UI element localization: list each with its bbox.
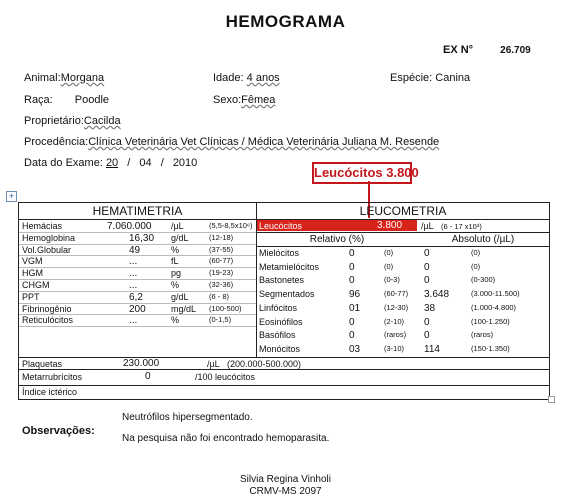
metarrubricitos-value: 0 bbox=[145, 371, 151, 382]
signature-crmv: CRMV-MS 2097 bbox=[249, 486, 322, 497]
hematimetria-unit: pg bbox=[171, 268, 182, 279]
table-resize-handle[interactable] bbox=[548, 396, 555, 403]
idade-field bbox=[213, 72, 280, 84]
leucometria-name: Mielócitos bbox=[259, 248, 300, 258]
leucometria-absoluto: 0 bbox=[424, 261, 430, 273]
metarrubricitos-label: Metarrubrícitos bbox=[22, 372, 83, 382]
leucometria-name: Basófilos bbox=[259, 330, 296, 341]
exam-number bbox=[443, 44, 531, 56]
leucometria-relativo: 0 bbox=[349, 316, 355, 328]
plaquetas-label: Plaquetas bbox=[22, 359, 63, 369]
hematimetria-ref: (6 - 8) bbox=[209, 291, 230, 301]
leucocitos-unit: /µL bbox=[421, 221, 434, 231]
plaquetas-value: 230.000 bbox=[123, 358, 160, 369]
sexo-label: Sexo: bbox=[213, 94, 242, 106]
hematimetria-unit: % bbox=[171, 244, 180, 255]
hematimetria-ref: (0-1,5) bbox=[209, 315, 232, 325]
leucometria-relativo-ref: (0) bbox=[384, 261, 394, 271]
especie-label: Espécie: bbox=[390, 72, 433, 84]
especie-field bbox=[390, 72, 470, 84]
leucometria-relativo: 96 bbox=[349, 289, 361, 301]
leucometria-absoluto-ref: (0) bbox=[471, 261, 481, 271]
hematimetria-name: Hemoglobina bbox=[22, 232, 76, 243]
leucometria-relativo: 0 bbox=[349, 275, 355, 287]
hematimetria-name: CHGM bbox=[22, 280, 50, 290]
leucometria-name: Segmentados bbox=[259, 289, 315, 300]
hemograma-table bbox=[18, 202, 550, 400]
hematimetria-value: 7.060.000 bbox=[107, 221, 152, 232]
leucometria-absoluto: 0 bbox=[424, 316, 430, 328]
page-title: HEMOGRAMA bbox=[225, 12, 346, 31]
hematimetria-unit: /µL bbox=[171, 221, 184, 231]
leucometria-absoluto: 114 bbox=[424, 343, 440, 355]
sexo-value: Fêmea bbox=[241, 94, 276, 106]
leucometria-header: LEUCOMETRIA bbox=[359, 204, 447, 218]
absoluto-header: Absoluto (/µL) bbox=[451, 234, 515, 245]
hematimetria-unit: % bbox=[171, 315, 180, 326]
icterico-line bbox=[19, 385, 549, 386]
leucometria-absoluto-ref: (1.000-4.800) bbox=[471, 302, 517, 312]
leucometria-absoluto: 0 bbox=[424, 248, 430, 259]
leucometria-absoluto: 0 bbox=[424, 330, 430, 342]
leucocitos-ref: (6 - 17 x10³) bbox=[441, 222, 482, 231]
hematimetria-value: ... bbox=[129, 256, 138, 268]
subheader-line bbox=[257, 246, 549, 247]
data-exame-day: 20 bbox=[105, 157, 119, 169]
hematimetria-ref: (5,5-8,5x10⁶) bbox=[209, 221, 253, 230]
leucometria-name: Bastonetes bbox=[259, 275, 305, 286]
hematimetria-ref: (12-18) bbox=[209, 232, 234, 242]
observacoes-line1: Neutrófilos hipersegmentado. bbox=[122, 412, 253, 423]
proprietario-label: Proprietário: bbox=[24, 115, 84, 127]
exam-label: EX N° bbox=[443, 44, 474, 56]
animal-label: Animal: bbox=[24, 72, 61, 84]
metarrubricitos-unit: /100 leucócitos bbox=[195, 372, 256, 382]
hematimetria-header: HEMATIMETRIA bbox=[92, 204, 183, 218]
leucocitos-value: 3.800 bbox=[377, 220, 403, 231]
observacoes-label: Observações: bbox=[22, 425, 95, 437]
hematimetria-name: PPT bbox=[22, 291, 40, 302]
leucometria-absoluto-ref: (150-1.350) bbox=[471, 343, 510, 353]
proprietario-value: Cacilda bbox=[83, 115, 121, 127]
platelet-line bbox=[19, 357, 549, 358]
relativo-header: Relativo (%) bbox=[309, 234, 365, 245]
hematimetria-unit: fL bbox=[171, 256, 179, 267]
plaquetas-ref: (200.000-500.000) bbox=[227, 359, 302, 369]
especie-value: Canina bbox=[435, 72, 471, 84]
hematimetria-unit: g/dL bbox=[171, 291, 189, 302]
animal-value: Morgana bbox=[60, 72, 105, 84]
leucometria-relativo: 03 bbox=[349, 343, 361, 355]
hematimetria-value: ... bbox=[129, 268, 138, 280]
leucometria-relativo-ref: (12-30) bbox=[384, 302, 409, 312]
hematimetria-name: HGM bbox=[22, 268, 43, 279]
hematimetria-name: Reticulócitos bbox=[22, 315, 74, 326]
hematimetria-name: Vol.Globular bbox=[22, 244, 72, 255]
data-exame-year: 2010 bbox=[172, 157, 198, 169]
leucocitos-callout: Leucócitos 3.800 bbox=[312, 162, 412, 184]
hematimetria-value: 6,2 bbox=[129, 291, 143, 303]
leucocitos-label: Leucócitos bbox=[259, 221, 303, 231]
leucometria-relativo: 0 bbox=[349, 261, 355, 273]
leucometria-name: Linfócitos bbox=[259, 302, 298, 313]
hematimetria-unit: % bbox=[171, 280, 180, 290]
hematimetria-value: ... bbox=[129, 315, 138, 327]
procedencia-field bbox=[24, 136, 439, 148]
raca-field bbox=[24, 94, 109, 106]
leucometria-relativo-ref: (3-10) bbox=[384, 343, 405, 353]
leucometria-relativo: 01 bbox=[349, 302, 361, 314]
hematimetria-name: Hemácias bbox=[22, 221, 63, 231]
leucometria-relativo-ref: (60-77) bbox=[384, 289, 409, 299]
hematimetria-value: 16,30 bbox=[129, 232, 155, 244]
hematimetria-value: 200 bbox=[129, 303, 146, 315]
hematimetria-ref: (100-500) bbox=[209, 303, 242, 313]
leucometria-absoluto: 0 bbox=[424, 275, 430, 287]
leucometria-absoluto-ref: (raros) bbox=[471, 330, 494, 340]
idade-value: 4 anos bbox=[246, 72, 280, 84]
hematimetria-unit: mg/dL bbox=[171, 303, 197, 314]
leucometria-relativo: 0 bbox=[349, 330, 355, 342]
sexo-field bbox=[213, 94, 275, 106]
raca-value: Poodle bbox=[74, 94, 110, 106]
leucometria-absoluto-ref: (3.000-11.500) bbox=[471, 289, 520, 299]
hematimetria-name: VGM bbox=[22, 256, 43, 267]
table-move-handle-icon[interactable]: + bbox=[6, 191, 17, 202]
leucometria-name: Monócitos bbox=[259, 343, 301, 354]
leucometria-relativo-ref: (0) bbox=[384, 248, 394, 257]
hematimetria-value: ... bbox=[129, 280, 138, 291]
procedencia-label: Procedência: bbox=[24, 136, 89, 148]
hematimetria-name: Fibrinogênio bbox=[22, 303, 72, 314]
leucometria-relativo-ref: (2-10) bbox=[384, 316, 405, 326]
leucometria-name: Metamielócitos bbox=[259, 261, 320, 272]
hematimetria-value: 49 bbox=[129, 244, 141, 256]
hematimetria-ref: (60-77) bbox=[209, 256, 234, 266]
data-exame-month: 04 bbox=[139, 157, 152, 169]
leucometria-absoluto-ref: (0) bbox=[471, 248, 481, 257]
leucometria-relativo: 0 bbox=[349, 248, 355, 259]
leucometria-absoluto: 38 bbox=[424, 302, 436, 314]
hematimetria-unit: g/dL bbox=[171, 232, 189, 243]
animal-field bbox=[24, 72, 104, 84]
leucometria-relativo-ref: (0-3) bbox=[384, 275, 400, 285]
plaquetas-unit: /µL bbox=[207, 359, 220, 369]
idade-label: Idade: bbox=[213, 72, 244, 84]
leucometria-absoluto-ref: (100-1.250) bbox=[471, 316, 510, 326]
leucometria-absoluto: 3.648 bbox=[424, 289, 450, 301]
leucometria-name: Eosinófilos bbox=[259, 316, 303, 327]
exam-value: 26.709 bbox=[500, 45, 531, 56]
data-exame-field: Data do Exame: 20 / 04 / 2010 bbox=[24, 157, 198, 169]
hematimetria-ref: (19-23) bbox=[209, 268, 234, 278]
leucometria-absoluto-ref: (0-300) bbox=[471, 275, 496, 285]
hematimetria-ref: (37-55) bbox=[209, 244, 234, 254]
proprietario-field bbox=[24, 115, 121, 127]
icterico-label: Índice ictérico bbox=[22, 387, 78, 397]
data-exame-label: Data do Exame: bbox=[24, 157, 103, 169]
row-line bbox=[19, 326, 256, 327]
observacoes-line2: Na pesquisa não foi encontrado hemoparasita. bbox=[122, 433, 330, 444]
leuco-line bbox=[257, 232, 549, 233]
procedencia-value: Clínica Veterinária Vet Clínicas / Médica Veterinária Juliana M. Resende bbox=[88, 136, 440, 148]
hematimetria-ref: (32-36) bbox=[209, 280, 234, 289]
metarrubricitos-line bbox=[19, 369, 549, 370]
signature-name: Silvia Regina Vinholi bbox=[240, 474, 331, 485]
leucometria-relativo-ref: (raros) bbox=[384, 330, 407, 340]
raca-label: Raça: bbox=[24, 94, 53, 106]
